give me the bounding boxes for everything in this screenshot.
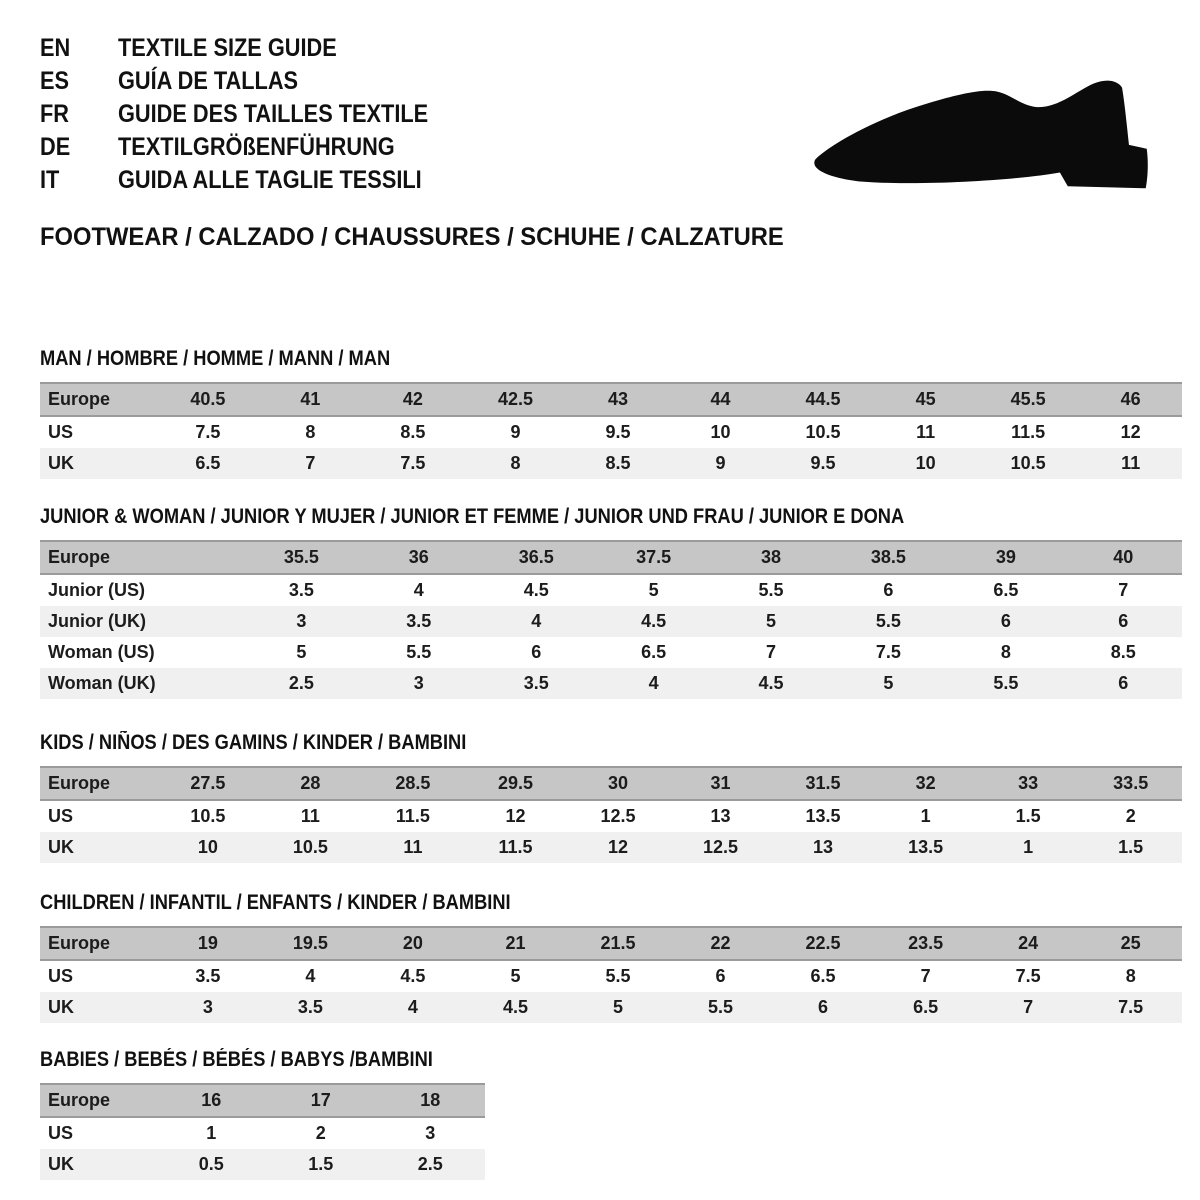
- size-cell: 22: [710, 933, 731, 953]
- row-label: UK: [48, 837, 74, 857]
- size-cell: 13.5: [908, 837, 944, 857]
- table-row: [40, 448, 1182, 479]
- size-cell: 5.5: [406, 642, 432, 662]
- row-label: Europe: [48, 773, 111, 793]
- language-code: FR: [40, 100, 69, 128]
- size-cell: 36.5: [518, 547, 554, 567]
- size-cell: 9.5: [605, 422, 631, 442]
- guide-title-de: TEXTILGRÖßENFÜHRUNG: [118, 133, 395, 161]
- table-row: [40, 1084, 485, 1117]
- size-cell: 7: [1118, 580, 1129, 600]
- size-cell: 4.5: [400, 966, 426, 986]
- size-cell: 3.5: [195, 966, 221, 986]
- size-cell: 5: [510, 966, 521, 986]
- size-cell: 3: [202, 997, 213, 1017]
- size-cell: 2.5: [417, 1154, 443, 1174]
- size-cell: 4: [407, 997, 418, 1017]
- size-cell: 27.5: [190, 773, 226, 793]
- size-cell: 6.5: [641, 642, 667, 662]
- size-cell: 1.5: [1118, 837, 1144, 857]
- size-cell: 7: [920, 966, 931, 986]
- size-cell: 37.5: [636, 547, 672, 567]
- size-section-man: [40, 348, 1180, 479]
- size-cell: 16: [201, 1090, 222, 1110]
- size-cell: 45.5: [1010, 389, 1046, 409]
- size-section-junior-woman: [40, 506, 1180, 699]
- guide-title-en: TEXTILE SIZE GUIDE: [118, 34, 337, 62]
- row-label: UK: [48, 1154, 74, 1174]
- table-row: [40, 960, 1182, 992]
- size-cell: 35.5: [283, 547, 319, 567]
- size-cell: 4: [648, 673, 659, 693]
- size-cell: 42: [402, 389, 423, 409]
- size-cell: 6.5: [913, 997, 939, 1017]
- size-cell: 5: [766, 611, 777, 631]
- size-cell: 10.5: [292, 837, 328, 857]
- size-cell: 42.5: [497, 389, 533, 409]
- size-cell: 2: [1125, 806, 1136, 826]
- row-label: US: [48, 966, 74, 986]
- row-label: Europe: [48, 547, 111, 567]
- size-cell: 11.5: [1011, 422, 1046, 442]
- table-row: [40, 668, 1182, 699]
- row-label: Junior (US): [48, 580, 145, 600]
- row-label: UK: [48, 453, 74, 473]
- size-cell: 4: [413, 580, 424, 600]
- junior-woman-size-table: [40, 540, 1182, 699]
- size-cell: 17: [310, 1090, 331, 1110]
- table-row: [40, 992, 1182, 1023]
- shoe-icon: [798, 58, 1156, 206]
- size-cell: 39: [995, 547, 1016, 567]
- size-cell: 12: [1120, 422, 1141, 442]
- kids-size-table: [40, 766, 1182, 863]
- row-label: US: [48, 806, 74, 826]
- size-cell: 36: [408, 547, 429, 567]
- size-cell: 5: [296, 642, 307, 662]
- size-cell: 9: [510, 422, 521, 442]
- table-row: [40, 383, 1182, 416]
- size-cell: 3: [413, 673, 424, 693]
- size-cell: 7.5: [1118, 997, 1144, 1017]
- size-cell: 1: [206, 1123, 217, 1143]
- children-size-table: [40, 926, 1182, 1023]
- section-title-junior-woman: [40, 506, 1180, 528]
- size-cell: 5.5: [875, 611, 901, 631]
- category-heading-text: FOOTWEAR / CALZADO / CHAUSSURES / SCHUHE / CALZATURE: [40, 222, 784, 251]
- size-cell: 11.5: [498, 837, 533, 857]
- table-row: [40, 606, 1182, 637]
- table-row: [40, 541, 1182, 574]
- size-cell: 1.5: [1015, 806, 1041, 826]
- babies-table-container: [40, 1083, 1180, 1180]
- size-cell: 19.5: [292, 933, 328, 953]
- category-heading: [40, 223, 1180, 251]
- size-cell: 8.5: [400, 422, 426, 442]
- size-cell: 43: [607, 389, 629, 409]
- size-cell: 3: [296, 611, 307, 631]
- size-cell: 12: [505, 806, 526, 826]
- size-cell: 4.5: [523, 580, 549, 600]
- size-cell: 46: [1120, 389, 1141, 409]
- size-cell: 3.5: [406, 611, 432, 631]
- children-table-container: [40, 926, 1180, 1023]
- size-cell: 11: [300, 806, 320, 826]
- size-cell: 7.5: [400, 453, 426, 473]
- size-cell: 25: [1120, 933, 1141, 953]
- size-cell: 38: [761, 547, 782, 567]
- table-row: [40, 574, 1182, 606]
- size-cell: 2.5: [288, 673, 314, 693]
- size-cell: 3.5: [297, 997, 323, 1017]
- language-code: ES: [40, 67, 70, 95]
- man-size-table: [40, 382, 1182, 479]
- size-cell: 22.5: [805, 933, 841, 953]
- size-cell: 3.5: [523, 673, 549, 693]
- section-title-children: [40, 892, 1180, 914]
- size-cell: 4.5: [502, 997, 528, 1017]
- size-section-kids: [40, 732, 1180, 863]
- size-cell: 2: [315, 1123, 326, 1143]
- size-cell: 11: [916, 422, 936, 442]
- size-cell: 7.5: [195, 422, 221, 442]
- size-cell: 33.5: [1113, 773, 1149, 793]
- section-title-text: MAN / HOMBRE / HOMME / MANN / MAN: [40, 347, 391, 370]
- section-title-man: [40, 348, 1180, 370]
- row-label: Europe: [48, 389, 111, 409]
- kids-table-container: [40, 766, 1180, 863]
- size-cell: 6: [531, 642, 542, 662]
- size-cell: 28.5: [395, 773, 431, 793]
- size-cell: 45: [915, 389, 936, 409]
- size-cell: 5.5: [708, 997, 734, 1017]
- size-cell: 1: [920, 806, 931, 826]
- size-cell: 13: [813, 837, 834, 857]
- size-cell: 8: [305, 422, 316, 442]
- size-cell: 13: [710, 806, 731, 826]
- size-cell: 12.5: [600, 806, 636, 826]
- table-row: [40, 800, 1182, 832]
- table-row: [40, 832, 1182, 863]
- size-cell: 5: [612, 997, 623, 1017]
- size-cell: 4.5: [641, 611, 667, 631]
- size-cell: 8.5: [605, 453, 631, 473]
- size-cell: 8: [1000, 642, 1011, 662]
- size-cell: 23.5: [908, 933, 944, 953]
- size-cell: 7.5: [875, 642, 901, 662]
- guide-title-fr: GUIDE DES TAILLES TEXTILE: [118, 100, 429, 128]
- size-cell: 5.5: [758, 580, 784, 600]
- size-cell: 4: [531, 611, 542, 631]
- size-cell: 5.5: [605, 966, 631, 986]
- size-cell: 32: [915, 773, 936, 793]
- size-cell: 40: [1113, 547, 1134, 567]
- size-cell: 10: [197, 837, 218, 857]
- size-cell: 33: [1018, 773, 1039, 793]
- size-cell: 10.5: [1010, 453, 1046, 473]
- row-label: US: [48, 422, 74, 442]
- size-cell: 6: [883, 580, 894, 600]
- section-title-text: CHILDREN / INFANTIL / ENFANTS / KINDER / BAMBINI: [40, 891, 511, 914]
- language-code: DE: [40, 133, 71, 161]
- section-title-text: JUNIOR & WOMAN / JUNIOR Y MUJER / JUNIOR ET FEMME / JUNIOR UND FRAU / JUNIOR E DONA: [40, 505, 905, 528]
- row-label: Woman (US): [48, 642, 155, 662]
- size-cell: 8: [510, 453, 521, 473]
- size-cell: 6: [1118, 673, 1129, 693]
- size-cell: 12: [607, 837, 629, 857]
- size-cell: 6.5: [993, 580, 1019, 600]
- size-cell: 10: [915, 453, 936, 473]
- table-row: [40, 416, 1182, 448]
- row-label: US: [48, 1123, 74, 1143]
- size-cell: 38.5: [870, 547, 906, 567]
- size-cell: 31.5: [805, 773, 841, 793]
- size-cell: 10.5: [190, 806, 226, 826]
- section-title-text: KIDS / NIÑOS / DES GAMINS / KINDER / BAMBINI: [40, 731, 467, 754]
- size-cell: 24: [1018, 933, 1039, 953]
- man-table-container: [40, 382, 1180, 479]
- size-cell: 21: [505, 933, 526, 953]
- size-cell: 12.5: [703, 837, 739, 857]
- table-row: [40, 1149, 485, 1180]
- size-cell: 40.5: [190, 389, 226, 409]
- size-cell: 6: [818, 997, 829, 1017]
- size-cell: 6.5: [195, 453, 221, 473]
- language-code: EN: [40, 34, 71, 62]
- size-cell: 5: [648, 580, 659, 600]
- size-cell: 19: [197, 933, 218, 953]
- row-label: Europe: [48, 1090, 111, 1110]
- row-label: Junior (UK): [48, 611, 146, 631]
- size-cell: 7: [1023, 997, 1034, 1017]
- section-title-text: BABIES / BEBÉS / BÉBÉS / BABYS /BAMBINI: [40, 1048, 433, 1071]
- size-cell: 4.5: [758, 673, 784, 693]
- size-cell: 7: [305, 453, 316, 473]
- size-cell: 18: [420, 1090, 441, 1110]
- size-cell: 6: [1000, 611, 1011, 631]
- size-cell: 8: [1125, 966, 1136, 986]
- size-cell: 29.5: [497, 773, 533, 793]
- guide-title-it: GUIDA ALLE TAGLIE TESSILI: [118, 166, 422, 194]
- size-cell: 1.5: [308, 1154, 334, 1174]
- size-cell: 8.5: [1110, 642, 1136, 662]
- size-cell: 41: [300, 389, 321, 409]
- size-cell: 11.5: [395, 806, 430, 826]
- size-cell: 4: [305, 966, 316, 986]
- table-row: [40, 767, 1182, 800]
- guide-title-es: GUÍA DE TALLAS: [118, 67, 299, 95]
- size-cell: 44.5: [805, 389, 841, 409]
- size-section-children: [40, 892, 1180, 1023]
- size-cell: 21.5: [600, 933, 636, 953]
- size-cell: 31: [710, 773, 731, 793]
- size-cell: 10: [710, 422, 731, 442]
- size-cell: 6: [715, 966, 726, 986]
- table-row: [40, 927, 1182, 960]
- size-cell: 1: [1023, 837, 1034, 857]
- babies-size-table: [40, 1083, 485, 1180]
- row-label: Europe: [48, 933, 111, 953]
- junior-woman-table-container: [40, 540, 1180, 699]
- row-label: Woman (UK): [48, 673, 156, 693]
- language-code: IT: [40, 166, 60, 194]
- size-cell: 44: [710, 389, 731, 409]
- section-title-babies: [40, 1049, 1180, 1071]
- size-cell: 9: [715, 453, 726, 473]
- size-cell: 11: [1121, 453, 1141, 473]
- size-cell: 6.5: [810, 966, 836, 986]
- size-cell: 0.5: [198, 1154, 224, 1174]
- size-cell: 30: [607, 773, 629, 793]
- size-cell: 20: [402, 933, 423, 953]
- size-cell: 3: [425, 1123, 436, 1143]
- table-row: [40, 637, 1182, 668]
- size-cell: 5.5: [993, 673, 1019, 693]
- section-title-kids: [40, 732, 1180, 754]
- size-cell: 7: [766, 642, 777, 662]
- size-cell: 9.5: [810, 453, 836, 473]
- size-cell: 28: [300, 773, 321, 793]
- size-cell: 13.5: [805, 806, 841, 826]
- size-cell: 7.5: [1015, 966, 1041, 986]
- row-label: UK: [48, 997, 74, 1017]
- size-cell: 10.5: [805, 422, 841, 442]
- size-section-babies: [40, 1049, 1180, 1180]
- size-cell: 5: [883, 673, 894, 693]
- size-cell: 11: [403, 837, 423, 857]
- table-row: [40, 1117, 485, 1149]
- size-cell: 6: [1118, 611, 1129, 631]
- size-cell: 3.5: [288, 580, 314, 600]
